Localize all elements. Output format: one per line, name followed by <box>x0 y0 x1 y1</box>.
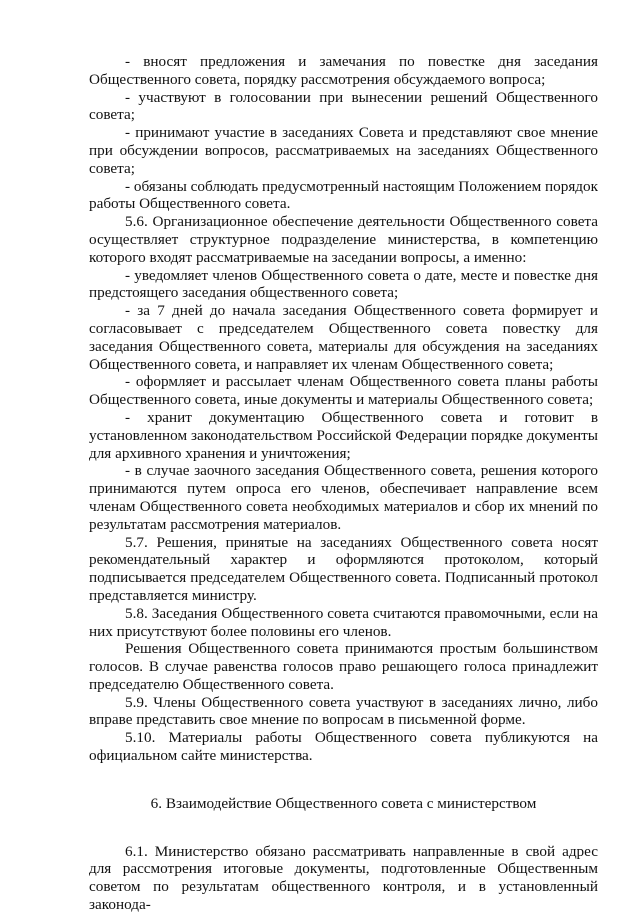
paragraph: - за 7 дней до начала заседания Общественного совета формирует и согласовывает с председателем Общественного совета повестку для заседания Общественного совета, материалы для обсуждения на заседаниях Общественного совета, и направляет их членам Общественного совета; <box>89 302 598 373</box>
paragraph: 5.10. Материалы работы Общественного совета публикуются на официальном сайте министерства. <box>89 729 598 765</box>
paragraph: - участвуют в голосовании при вынесении решений Общественного совета; <box>89 88 598 124</box>
paragraph: - оформляет и рассылает членам Общественного совета планы работы Общественного совета, иные документы и материалы Общественного совета; <box>89 373 598 409</box>
paragraph: 5.7. Решения, принятые на заседаниях Общественного совета носят рекомендательный характер и оформляются протоколом, который подписывается председателем Общественного совета. Подписанный протокол представляется министру. <box>89 533 598 604</box>
paragraph: 5.8. Заседания Общественного совета считаются правомочными, если на них присутствуют более половины его членов. <box>89 604 598 640</box>
paragraph: - хранит документацию Общественного совета и готовит в установленном законодательством Российской Федерации порядке документы для архивного хранения и уничтожения; <box>89 408 598 462</box>
paragraph: - уведомляет членов Общественного совета о дате, месте и повестке дня предстоящего заседания общественного совета; <box>89 266 598 302</box>
paragraph: 5.6. Организационное обеспечение деятельности Общественного совета осуществляет структурное подразделение министерства, в компетенцию которого входят рассматриваемые на заседании вопросы, а именно: <box>89 213 598 266</box>
paragraph: Решения Общественного совета принимаются простым большинством голосов. В случае равенства голосов право решающего голоса принадлежит председателю Общественного совета. <box>89 640 598 693</box>
paragraph: - принимают участие в заседаниях Совета и представляют свое мнение при обсуждении вопросов, рассматриваемых на заседаниях Общественного совета; <box>89 124 598 177</box>
section-heading: 6. Взаимодействие Общественного совета с министерством <box>150 794 537 812</box>
paragraph: 6.1. Министерство обязано рассматривать направленные в свой адрес для рассмотрения итоговые документы, подготовленные Общественным советом по результатам общественного контроля, и в установленный законода- <box>89 842 598 914</box>
paragraph: - обязаны соблюдать предусмотренный настоящим Положением порядок работы Общественного совета. <box>89 177 598 213</box>
paragraph: 5.9. Члены Общественного совета участвуют в заседаниях лично, либо вправе представить свое мнение по вопросам в письменной форме. <box>89 693 598 729</box>
paragraph: - в случае заочного заседания Общественного совета, решения которого принимаются путем опроса его членов, обеспечивает направление всем членам Общественного совета необходимых материалов и сбор их мнений по результатам рассмотрения материалов. <box>89 462 598 533</box>
paragraph: - вносят предложения и замечания по повестке дня заседания Общественного совета, порядку рассмотрения обсуждаемого вопроса; <box>89 53 598 88</box>
document-page <box>89 53 598 914</box>
